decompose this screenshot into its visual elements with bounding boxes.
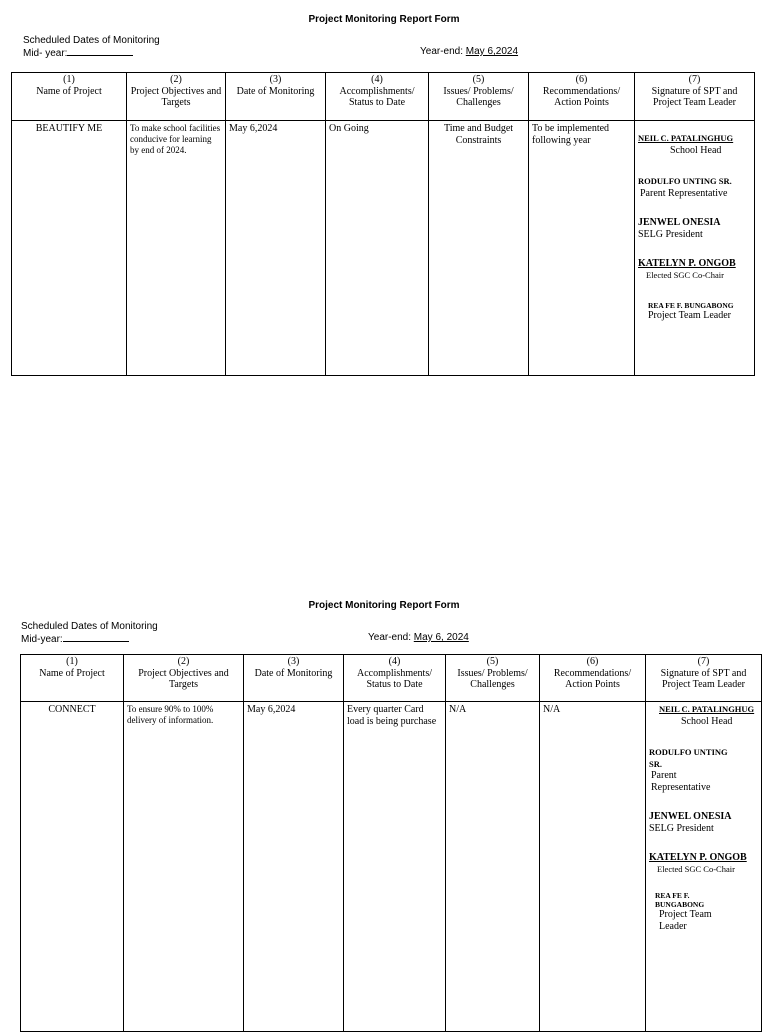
table-row — [21, 702, 762, 1032]
header-issues: (5) Issues/ Problems/ Challenges — [429, 73, 529, 121]
cell-project-name: BEAUTIFY ME — [12, 121, 127, 376]
cell-project-name: CONNECT — [21, 702, 124, 1032]
signatory-role: Elected SGC Co-Chair — [646, 269, 724, 280]
header-objectives: (2) Project Objectives and Targets — [127, 73, 226, 121]
scheduled-dates-label: Scheduled Dates of Monitoring — [23, 35, 160, 46]
signatory-name: RODULFO UNTING SR. — [649, 747, 728, 769]
mid-year-blank — [63, 632, 129, 642]
cell-issues: N/A — [446, 702, 540, 1032]
signatory-name: REA FE F. BUNGABONG — [655, 891, 705, 909]
year-end-value: May 6, 2024 — [413, 632, 469, 643]
signatory-parent-rep — [649, 747, 729, 793]
signatory-role: SELG President — [638, 228, 703, 240]
signatory-role: Elected SGC Co-Chair — [657, 863, 735, 874]
signatory-school-head — [638, 133, 751, 156]
header-recommendations: (6) Recommendations/ Action Points — [529, 73, 635, 121]
cell-signatures — [646, 702, 762, 1032]
cell-objectives: To make school facilities conducive for learning by end of 2024. — [127, 121, 226, 376]
year-end-value: May 6,2024 — [465, 46, 519, 57]
signatory-name: JENWEL ONESIA — [649, 811, 732, 822]
cell-recommendations: N/A — [540, 702, 646, 1032]
signatory-role: School Head — [670, 144, 722, 156]
signatory-team-leader — [649, 891, 758, 932]
signatory-name: JENWEL ONESIA — [638, 217, 721, 228]
header-name-of-project: (1) Name of Project — [21, 655, 124, 702]
header-issues: (5) Issues/ Problems/ Challenges — [446, 655, 540, 702]
mid-year-blank — [67, 46, 133, 56]
cell-objectives: To ensure 90% to 100% delivery of information. — [124, 702, 244, 1032]
signatory-name: NEIL C. PATALINGHUG — [659, 704, 755, 714]
signatory-selg-president — [649, 811, 758, 834]
cell-signatures — [635, 121, 755, 376]
mid-year-label: Mid-year: — [21, 634, 63, 645]
signatory-parent-rep — [638, 176, 751, 199]
signatory-name: NEIL C. PATALINGHUG — [638, 133, 734, 143]
header-objectives: (2) Project Objectives and Targets — [124, 655, 244, 702]
header-date-of-monitoring: (3) Date of Monitoring — [226, 73, 326, 121]
form-title: Project Monitoring Report Form — [308, 600, 460, 611]
mid-year-field — [21, 632, 129, 645]
signatory-team-leader — [638, 301, 751, 322]
mid-year-label: Mid- year: — [23, 48, 68, 59]
signatory-role: SELG President — [649, 822, 714, 834]
header-signature: (7) Signature of SPT and Project Team Leader — [635, 73, 755, 121]
signatory-role: Parent Representative — [651, 770, 711, 793]
cell-date: May 6,2024 — [244, 702, 344, 1032]
header-row — [21, 655, 762, 702]
scheduled-dates-label: Scheduled Dates of Monitoring — [21, 621, 158, 632]
cell-status: Every quarter Card load is being purchase — [344, 702, 446, 1032]
signatory-name: REA FE F. BUNGABONG — [648, 301, 734, 310]
header-name-of-project: (1) Name of Project — [12, 73, 127, 121]
mid-year-field — [23, 46, 133, 59]
cell-status: On Going — [326, 121, 429, 376]
signatory-role: Project Team Leader — [648, 310, 731, 321]
signatory-school-head — [649, 704, 758, 727]
signatory-name: RODULFO UNTING SR. — [638, 176, 732, 186]
cell-recommendations: To be implemented following year — [529, 121, 635, 376]
signatory-name: KATELYN P. ONGOB — [638, 258, 736, 269]
cell-issues: Time and Budget Constraints — [429, 121, 529, 376]
year-end-field — [420, 46, 518, 57]
header-recommendations: (6) Recommendations/ Action Points — [540, 655, 646, 702]
header-accomplishments: (4) Accomplishments/ Status to Date — [344, 655, 446, 702]
signatory-role: Parent Representative — [640, 187, 728, 199]
form-title: Project Monitoring Report Form — [308, 14, 460, 25]
report-table — [20, 654, 762, 1032]
year-end-field — [368, 632, 469, 643]
report-table — [11, 72, 755, 376]
cell-date: May 6,2024 — [226, 121, 326, 376]
header-signature: (7) Signature of SPT and Project Team Leader — [646, 655, 762, 702]
year-end-label: Year-end: — [420, 46, 463, 57]
signatory-sgc-cochair — [638, 258, 751, 281]
header-row — [12, 73, 755, 121]
signatory-selg-president — [638, 217, 751, 240]
signatory-role: School Head — [681, 715, 733, 727]
signatory-name: KATELYN P. ONGOB — [649, 852, 747, 863]
signatory-role: Project Team Leader — [659, 909, 712, 932]
signatory-sgc-cochair — [649, 852, 758, 875]
header-date-of-monitoring: (3) Date of Monitoring — [244, 655, 344, 702]
year-end-label: Year-end: — [368, 632, 411, 643]
table-row — [12, 121, 755, 376]
header-accomplishments: (4) Accomplishments/ Status to Date — [326, 73, 429, 121]
